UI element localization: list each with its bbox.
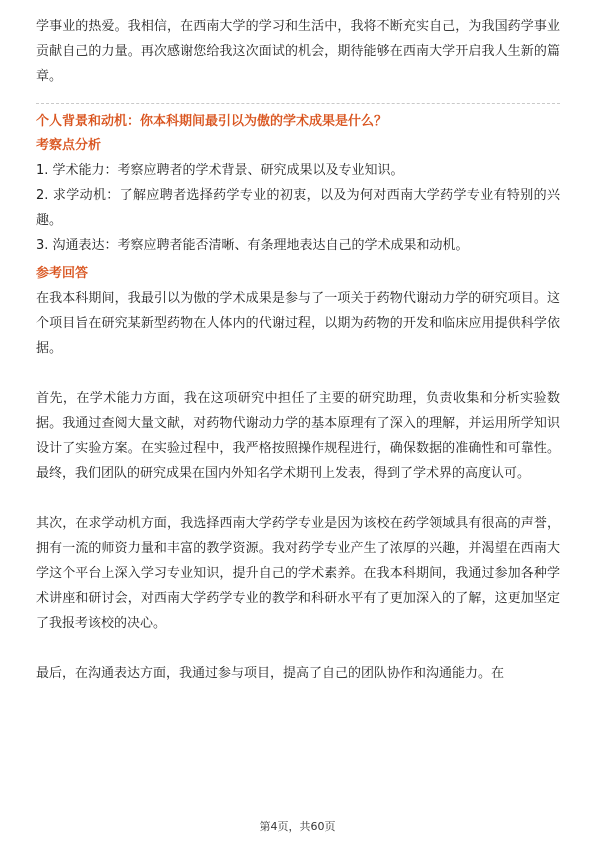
page-number: 第4页，共60页 <box>259 820 336 833</box>
analysis-item-1: 1. 学术能力：考察应聘者的学术背景、研究成果以及专业知识。 <box>36 163 404 178</box>
page-content <box>36 14 560 686</box>
paragraph-gap <box>36 486 560 511</box>
question-title: 个人背景和动机：你本科期间最引以为傲的学术成果是什么？ <box>36 114 388 129</box>
answer-paragraph-3: 其次，在求学动机方面，我选择西南大学药学专业是因为该校在药学领域具有很高的声誉，拥有一流的师资力量和丰富的教学资源。我对药学专业产生了浓厚的兴趣，并渴望在西南大学这个平台上深入学习专业知识，提升自己的学术素养。在我本科期间，我通过参加各种学术讲座和研讨会，对西南大学药学专业的教学和科研水平有了更加深入的了解，这更加坚定了我报考该校的决心。 <box>36 516 560 631</box>
paragraph-gap <box>36 636 560 661</box>
intro-paragraph: 学事业的热爱。我相信，在西南大学的学习和生活中，我将不断充实自己，为我国药学事业贡献自己的力量。再次感谢您给我这次面试的机会，期待能够在西南大学开启我人生新的篇章。 <box>36 19 560 84</box>
answer-heading: 参考回答 <box>36 266 89 281</box>
paragraph-gap <box>36 361 560 386</box>
answer-paragraph-2: 首先，在学术能力方面，我在这项研究中担任了主要的研究助理，负责收集和分析实验数据。我通过查阅大量文献，对药物代谢动力学的基本原理有了深入的理解，并运用所学知识设计了实验方案。在实验过程中，我严格按照操作规程进行，确保数据的准确性和可靠性。最终，我们团队的研究成果在国内外知名学术期刊上发表，得到了学术界的高度认可。 <box>36 391 560 481</box>
answer-paragraph-4: 最后，在沟通表达方面，我通过参与项目，提高了自己的团队协作和沟通能力。在 <box>36 666 505 681</box>
analysis-item-2: 2. 求学动机：了解应聘者选择药学专业的初衷，以及为何对西南大学药学专业有特别的兴趣。 <box>36 188 560 228</box>
analysis-heading: 考察点分析 <box>36 138 102 153</box>
answer-paragraph-1: 在我本科期间，我最引以为傲的学术成果是参与了一项关于药物代谢动力学的研究项目。这个项目旨在研究某新型药物在人体内的代谢过程，以期为药物的开发和临床应用提供科学依据。 <box>36 291 560 356</box>
section-divider <box>36 103 560 104</box>
analysis-item-3: 3. 沟通表达：考察应聘者能否清晰、有条理地表达自己的学术成果和动机。 <box>36 238 469 253</box>
